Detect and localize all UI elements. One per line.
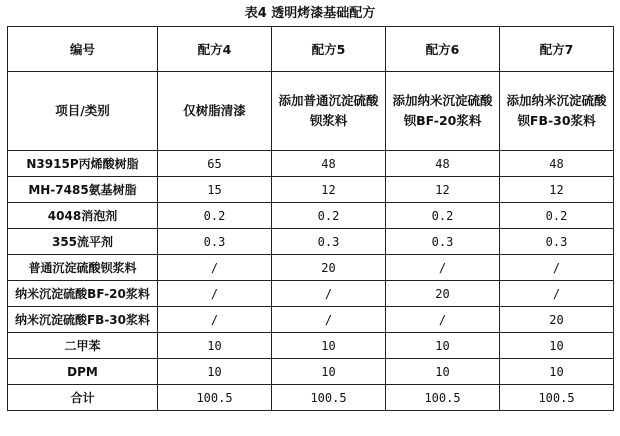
table-cell: 100.5 — [500, 385, 614, 411]
table-cell: 12 — [272, 177, 386, 203]
table-cell: 100.5 — [158, 385, 272, 411]
header-corner: 编号 — [8, 27, 158, 72]
table-cell: 0.2 — [272, 203, 386, 229]
table-cell: / — [158, 281, 272, 307]
table-cell: 20 — [272, 255, 386, 281]
row-label: 355流平剂 — [8, 229, 158, 255]
table-row — [8, 281, 614, 307]
table-row — [8, 385, 614, 411]
category-cell: 添加纳米沉淀硫酸钡FB-30浆料 — [500, 72, 614, 151]
table-row — [8, 333, 614, 359]
table-cell: / — [272, 281, 386, 307]
category-row — [8, 72, 614, 151]
table-cell: 12 — [500, 177, 614, 203]
header-formula-4: 配方4 — [158, 27, 272, 72]
table-cell: 0.2 — [386, 203, 500, 229]
table-cell: 10 — [272, 359, 386, 385]
table-cell: / — [500, 255, 614, 281]
table-cell: 48 — [272, 151, 386, 177]
header-row — [8, 27, 614, 72]
table-cell: / — [158, 255, 272, 281]
table-body — [8, 151, 614, 411]
table-cell: 20 — [500, 307, 614, 333]
category-cell: 添加普通沉淀硫酸钡浆料 — [272, 72, 386, 151]
category-label: 项目/类别 — [8, 72, 158, 151]
row-label: MH-7485氨基树脂 — [8, 177, 158, 203]
formula-table — [7, 26, 614, 411]
row-label: 合计 — [8, 385, 158, 411]
table-cell: 10 — [386, 359, 500, 385]
table-row — [8, 177, 614, 203]
row-label: DPM — [8, 359, 158, 385]
table-cell: 0.3 — [272, 229, 386, 255]
table-cell: 0.2 — [500, 203, 614, 229]
table-cell: / — [272, 307, 386, 333]
table-cell: 10 — [158, 333, 272, 359]
table-cell: 100.5 — [272, 385, 386, 411]
table-cell: 10 — [386, 333, 500, 359]
header-formula-5: 配方5 — [272, 27, 386, 72]
table-cell: / — [500, 281, 614, 307]
row-label: 4048消泡剂 — [8, 203, 158, 229]
table-cell: 20 — [386, 281, 500, 307]
table-row — [8, 151, 614, 177]
table-row — [8, 203, 614, 229]
table-row — [8, 307, 614, 333]
table-row — [8, 229, 614, 255]
table-cell: 100.5 — [386, 385, 500, 411]
table-cell: / — [386, 255, 500, 281]
row-label: 二甲苯 — [8, 333, 158, 359]
table-cell: 10 — [500, 333, 614, 359]
table-title: 表4 透明烤漆基础配方 — [244, 6, 376, 21]
header-formula-6: 配方6 — [386, 27, 500, 72]
table-cell: 0.2 — [158, 203, 272, 229]
table-cell: 10 — [272, 333, 386, 359]
table-cell: 10 — [500, 359, 614, 385]
table-cell: / — [386, 307, 500, 333]
table-cell: 12 — [386, 177, 500, 203]
table-cell: 65 — [158, 151, 272, 177]
table-cell: 15 — [158, 177, 272, 203]
row-label: 纳米沉淀硫酸BF-20浆料 — [8, 281, 158, 307]
table-cell: 48 — [500, 151, 614, 177]
header-formula-7: 配方7 — [500, 27, 614, 72]
table-cell: 10 — [158, 359, 272, 385]
row-label: 普通沉淀硫酸钡浆料 — [8, 255, 158, 281]
table-cell: 48 — [386, 151, 500, 177]
category-cell: 仅树脂清漆 — [158, 72, 272, 151]
table-row — [8, 255, 614, 281]
table-cell: 0.3 — [386, 229, 500, 255]
category-cell: 添加纳米沉淀硫酸钡BF-20浆料 — [386, 72, 500, 151]
table-row — [8, 359, 614, 385]
table-cell: / — [158, 307, 272, 333]
table-cell: 0.3 — [158, 229, 272, 255]
row-label: N3915P丙烯酸树脂 — [8, 151, 158, 177]
table-cell: 0.3 — [500, 229, 614, 255]
row-label: 纳米沉淀硫酸FB-30浆料 — [8, 307, 158, 333]
